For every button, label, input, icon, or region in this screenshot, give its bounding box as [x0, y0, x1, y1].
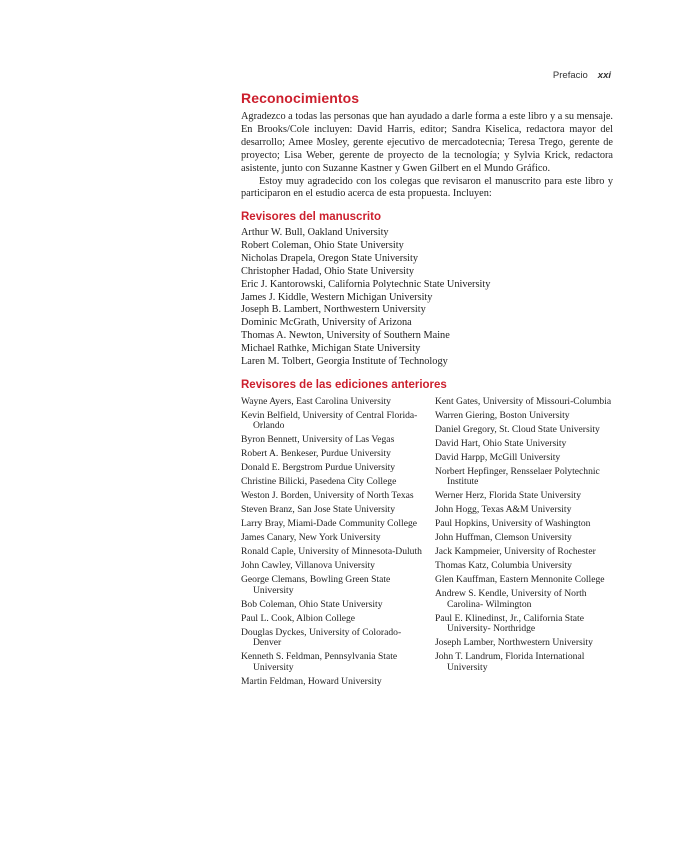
list-item: George Clemans, Bowling Green State University [241, 574, 391, 596]
list-item: Arthur W. Bull, Oakland University [241, 227, 389, 239]
list-item: Weston J. Borden, University of North Texas [241, 490, 414, 502]
list-item: Dominic McGrath, University of Arizona [241, 317, 412, 329]
list-item: Werner Herz, Florida State University [435, 490, 582, 502]
list-item: James J. Kiddle, Western Michigan University [241, 291, 433, 303]
list-item: Robert Coleman, Ohio State University [241, 240, 404, 252]
thanks-paragraph: Estoy muy agradecido con los colegas que revisaron el manuscrito para este libro y participaron en el estudio acerca de esta propuesta. Incluyen: [241, 175, 613, 200]
manuscript-reviewers-heading: Revisores del manuscrito [241, 211, 381, 224]
list-item: Larry Bray, Miami-Dade Community College [241, 518, 418, 530]
page-number: xxi [597, 70, 611, 81]
list-item: Bob Coleman, Ohio State University [241, 598, 383, 610]
list-item: Eric J. Kantorowski, California Polytechnic State University [241, 278, 491, 290]
previous-reviewers-columns [241, 397, 613, 691]
list-item: Christopher Hadad, Ohio State University [241, 265, 415, 277]
list-item: Ronald Caple, University of Minnesota-Duluth [241, 546, 422, 558]
list-item: David Hart, Ohio State University [435, 437, 567, 449]
section-name: Prefacio [552, 70, 588, 81]
previous-reviewers-left-column [241, 397, 423, 691]
list-item: Nicholas Drapela, Oregon State University [241, 253, 418, 265]
list-item: Joseph Lamber, Northwestern University [435, 637, 593, 649]
list-item: Wayne Ayers, East Carolina University [241, 395, 391, 407]
list-item: John T. Landrum, Florida International University [435, 651, 585, 673]
previous-reviewers-heading: Revisores de las ediciones anteriores [241, 378, 447, 391]
list-item: Warren Giering, Boston University [435, 409, 570, 421]
list-item: Paul E. Klinedinst, Jr., California State University- Northridge [435, 612, 584, 635]
list-item: Norbert Hepfinger, Rensselaer Polytechnic Institute [435, 465, 600, 488]
list-item: Andrew S. Kendle, University of North Carolina- Wilmington [435, 588, 587, 610]
list-item: Steven Branz, San Jose State University [241, 504, 396, 516]
list-item: Jack Kampmeier, University of Rochester [435, 546, 596, 558]
list-item: Kevin Belfield, University of Central Florida-Orlando [241, 409, 418, 432]
list-item: Glen Kauffman, Eastern Mennonite College [435, 574, 605, 586]
list-item: David Harpp, McGill University [435, 451, 561, 463]
list-item: Kent Gates, University of Missouri-Columbia [435, 395, 612, 407]
list-item: James Canary, New York University [241, 532, 381, 544]
list-item: Donald E. Bergstrom Purdue University [241, 462, 396, 474]
list-item: Paul Hopkins, University of Washington [435, 518, 591, 530]
list-item: Thomas Katz, Columbia University [435, 560, 572, 572]
intro-paragraph: Agradezco a todas las personas que han ayudado a darle forma a este libro y a su mensaje. En Brooks/Cole incluyen: David Harris, editor; Sandra Kiselica, redactora mayor del desarrollo; Amee Mosley, gerente ejecutivo de mercadotecnia; Teresa Trego, gerente de proyecto; Lisa Weber, gerente de proyecto de la tecnología; y Sylvia Krick, redactora asistente, junto con Suzanne Kastner y Gwen Gilbert en el Mundo Gráfico. [241, 111, 613, 174]
list-item: Michael Rathke, Michigan State University [241, 342, 421, 354]
previous-reviewers-right-column [435, 397, 613, 691]
list-item: Robert A. Benkeser, Purdue University [241, 448, 391, 460]
list-item: John Huffman, Clemson University [435, 532, 572, 544]
list-item: Thomas A. Newton, University of Southern Maine [241, 330, 450, 342]
page-content [241, 90, 613, 691]
list-item: Paul L. Cook, Albion College [241, 612, 356, 624]
list-item: Daniel Gregory, St. Cloud State University [435, 423, 600, 435]
list-item: Douglas Dyckes, University of Colorado-Denver [241, 626, 402, 649]
list-item: John Hogg, Texas A&M University [435, 504, 572, 516]
manuscript-reviewers-list [241, 227, 613, 368]
list-item: Laren M. Tolbert, Georgia Institute of Technology [241, 355, 448, 367]
running-header [553, 70, 611, 81]
list-item: John Cawley, Villanova University [241, 560, 375, 572]
list-item: Byron Bennett, University of Las Vegas [241, 434, 395, 446]
list-item: Joseph B. Lambert, Northwestern University [241, 304, 426, 316]
list-item: Christine Bilicki, Pasedena City College [241, 476, 397, 488]
section-title: Reconocimientos [241, 90, 360, 106]
list-item: Kenneth S. Feldman, Pennsylvania State University [241, 651, 398, 673]
list-item: Martin Feldman, Howard University [241, 675, 382, 687]
